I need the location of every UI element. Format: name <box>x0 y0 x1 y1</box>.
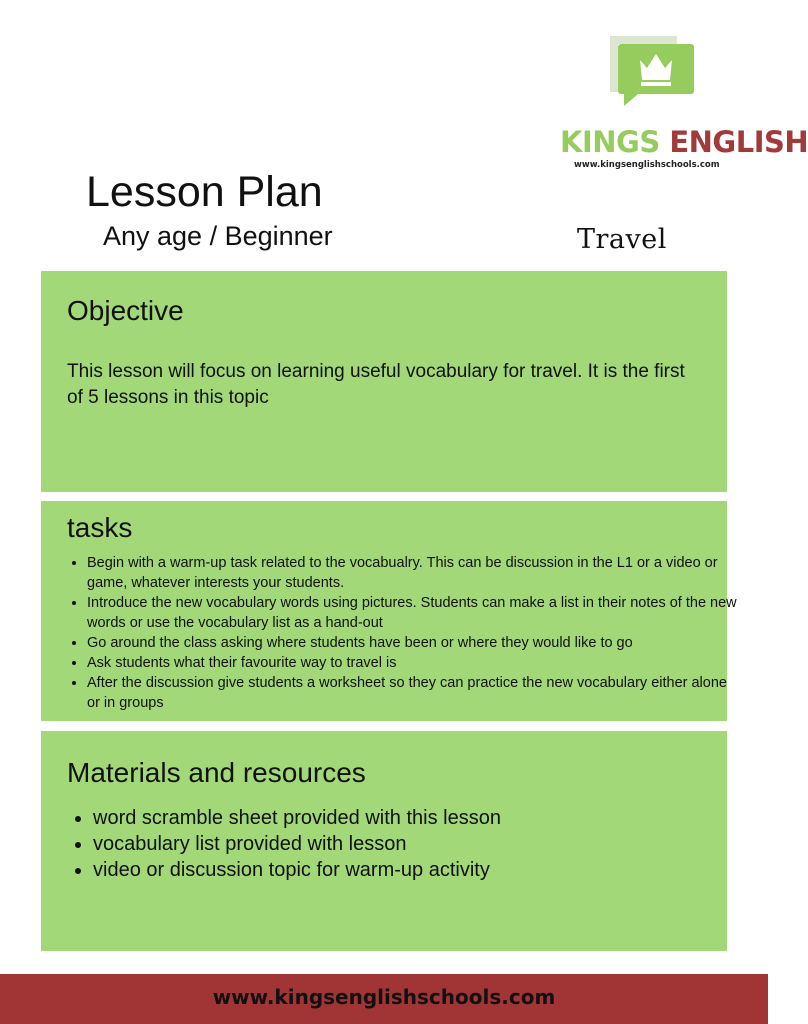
objective-panel <box>41 271 727 492</box>
page-subtitle: Any age / Beginner <box>103 221 333 251</box>
logo-url[interactable]: www.kingsenglishschools.com <box>574 160 720 170</box>
footer-url-link[interactable]: www.kingsenglishschools.com <box>212 985 556 1009</box>
task-item: • Introduce the new vocabulary words using pictures. Students can make a list in their notes of the new words or use the vocabulary list as a hand-out <box>87 593 737 633</box>
tasks-panel <box>41 501 737 721</box>
lesson-topic: Travel <box>577 224 667 255</box>
objective-text: This lesson will focus on learning useful vocabulary for travel. It is the first of 5 lessons in this topic <box>67 361 685 408</box>
logo-word-kings: KINGS <box>560 125 660 159</box>
crown-speech-bubble-icon <box>560 30 750 125</box>
footer-bar <box>0 974 768 1024</box>
objective-heading: Objective <box>67 295 184 326</box>
task-item: • Ask students what their favourite way to travel is <box>87 653 737 673</box>
kings-english-logo <box>560 30 808 175</box>
material-item: • video or discussion topic for warm-up activity <box>93 857 733 883</box>
materials-heading: Materials and resources <box>67 757 366 788</box>
material-item: • vocabulary list provided with lesson <box>93 831 733 857</box>
page-title: Lesson Plan <box>86 168 323 216</box>
tasks-heading: tasks <box>67 512 133 543</box>
logo-word-english: ENGLISH <box>669 125 808 159</box>
tasks-list <box>67 553 737 713</box>
task-item: • Begin with a warm-up task related to the vocabualry. This can be discussion in the L1 or a video or game, whatever interests your students. <box>87 553 737 593</box>
materials-list <box>67 805 733 883</box>
materials-panel <box>41 731 727 951</box>
task-item: • After the discussion give students a worksheet so they can practice the new vocabulary either alone or in groups <box>87 673 737 713</box>
logo-wordmark <box>560 125 808 159</box>
task-item: • Go around the class asking where students have been or where they would like to go <box>87 633 737 653</box>
material-item: • word scramble sheet provided with this lesson <box>93 805 733 831</box>
